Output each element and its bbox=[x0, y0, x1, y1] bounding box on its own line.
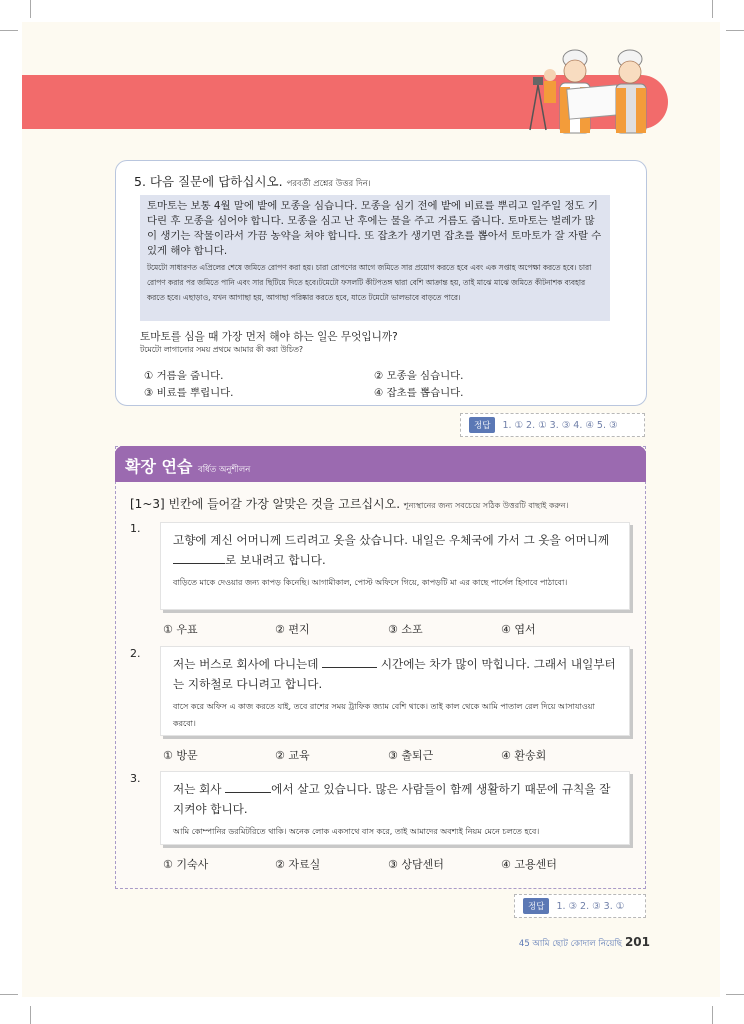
item-2-option-4[interactable]: ④ 환송회 bbox=[501, 749, 547, 762]
item-2-option-2[interactable]: ② 교육 bbox=[275, 749, 310, 762]
question-5-title-kr: 5. 다음 질문에 답하십시오. bbox=[134, 174, 283, 189]
item-1-sentence bbox=[173, 530, 617, 570]
item-3-card bbox=[160, 771, 630, 845]
item-2-number: 2. bbox=[130, 647, 141, 660]
item-1-blank bbox=[173, 551, 225, 564]
answer-key-2 bbox=[514, 894, 646, 918]
item-2-blank bbox=[322, 655, 377, 668]
answer-text: 1. ① 2. ① 3. ③ 4. ④ 5. ③ bbox=[502, 419, 618, 431]
passage-box bbox=[140, 195, 610, 321]
item-3-option-4[interactable]: ④ 고용센터 bbox=[501, 858, 557, 871]
question-5-title bbox=[134, 172, 371, 191]
page-number: 201 bbox=[624, 935, 650, 949]
item-1-number: 1. bbox=[130, 522, 141, 535]
item-1-text-a: 고향에 계신 어머니께 드리려고 옷을 샀습니다. 내일은 우체국에 가서 그 옷을 어머니께 bbox=[173, 533, 610, 547]
item-2-text-b: 시간에는 차가 많이 막힙니다. 그래서 내일부터는 지하철로 다니려고 합니다. bbox=[173, 657, 616, 691]
page-footer bbox=[519, 935, 650, 951]
item-2-text-a: 저는 버스로 회사에 다니는데 bbox=[173, 657, 319, 671]
item-1-text-b: 로 보내려고 합니다. bbox=[225, 553, 326, 567]
question-korean: 토마토를 심을 때 가장 먼저 해야 하는 일은 무엇입니까? bbox=[140, 331, 398, 343]
item-3-text-b: 에서 살고 있습니다. 많은 사람들이 함께 생활하기 때문에 규칙을 잘 지켜야 합니다. bbox=[173, 782, 611, 816]
instruction-bn: শূন্যস্থানের জন্য সবচেয়ে সঠিক উত্তরটি বাছাই করুন। bbox=[403, 501, 569, 510]
q5-option-4[interactable]: ④ 잡초를 뽑습니다. bbox=[374, 387, 464, 399]
extension-title-bn: বর্ধিত অনুশীলন bbox=[197, 465, 251, 475]
question-5-prompt bbox=[140, 331, 620, 356]
item-3-bengali: আমি কোম্পানির ডরমিটরিতে থাকি। অনেক লোক একসাথে বাস করে, তাই আমাদের অবশ্যই নিয়ম মেনে চলতে হবে। bbox=[173, 827, 540, 836]
item-2-option-1[interactable]: ① 방문 bbox=[163, 749, 198, 762]
crop-mark bbox=[30, 0, 31, 18]
extension-title bbox=[125, 454, 250, 477]
crop-mark bbox=[726, 994, 744, 995]
item-3-option-2[interactable]: ② 자료실 bbox=[275, 858, 321, 871]
chapter-label: 45 আমি ছোট কোদাল নিয়েছি bbox=[518, 939, 622, 949]
crop-mark bbox=[30, 1006, 31, 1024]
crop-mark bbox=[712, 0, 713, 18]
answer-text: 1. ③ 2. ③ 3. ① bbox=[556, 900, 625, 912]
item-1-option-4[interactable]: ④ 엽서 bbox=[501, 623, 536, 636]
q5-option-2[interactable]: ② 모종을 심습니다. bbox=[374, 370, 464, 382]
crop-mark bbox=[712, 1006, 713, 1024]
crop-mark bbox=[0, 30, 18, 31]
item-1-option-1[interactable]: ① 우표 bbox=[163, 623, 198, 636]
item-3-option-3[interactable]: ③ 상담센터 bbox=[388, 858, 444, 871]
answer-key-1 bbox=[460, 413, 645, 437]
question-bengali: টমেটো লাগানোর সময় প্রথমে আমার কী করা উচিত? bbox=[140, 345, 304, 354]
q5-option-3[interactable]: ③ 비료를 뿌립니다. bbox=[144, 387, 234, 399]
instruction bbox=[130, 495, 568, 513]
instruction-kr: [1~3] 빈칸에 들어갈 가장 알맞은 것을 고르십시오. bbox=[130, 497, 401, 511]
question-5-title-bn: পরবর্তী প্রশ্নের উত্তর দিন। bbox=[286, 179, 371, 189]
item-1-bengali: বাড়িতে মাকে দেওয়ার জন্য কাপড় কিনেছি। আগামীকাল, পোস্ট অফিসে গিয়ে, কাপড়টি মা এর কাছে পার্সেল হিসাবে পাঠাবো। bbox=[173, 578, 568, 587]
item-2-sentence bbox=[173, 654, 617, 694]
item-1-option-2[interactable]: ② 편지 bbox=[275, 623, 310, 636]
q5-option-1[interactable]: ① 거름을 줍니다. bbox=[144, 370, 224, 382]
item-3-number: 3. bbox=[130, 772, 141, 785]
item-2-bengali: বাসে করে অফিস এ কাজ করতে যাই, তবে রাশের সময় ট্রাফিক জ্যাম বেশি থাকে। তাই কাল থেকে আমি পাতাল রেল দিয়ে আসাযাওয়া করবো। bbox=[173, 702, 595, 728]
passage-bengali: টমেটো সাধারণত এপ্রিলের শেষে জমিতে রোপণ করা হয়। চারা রোপণের আগে জমিতে সার প্রয়োগ করতে হবে এবং এক সপ্তাহ অপেক্ষা করতে হবে। চারা রোপণ করার পর জমিতে পানি এবং সার ছিটিয়ে দিতে হবে।টমেটো ফসলটি কীটপতঙ্গ দ্বারা বেশি আক্রান্ত হয়, তাই মাঝে মাঝে জমিতে কীটনাশক ব্যবহার করতে হবে। এছাড়াও, যখন আগাছা হয়, আগাছা পরিষ্কার করতে হবে, যাতে টমেটো ভালভাবে বাড়তে পারে। bbox=[147, 263, 592, 302]
item-1-card bbox=[160, 522, 630, 610]
workers-illustration bbox=[520, 45, 670, 135]
item-2-option-3[interactable]: ③ 출퇴근 bbox=[388, 749, 434, 762]
item-1-option-3[interactable]: ③ 소포 bbox=[388, 623, 423, 636]
item-3-sentence bbox=[173, 779, 617, 819]
answer-tag: 정답 bbox=[523, 898, 549, 914]
crop-mark bbox=[726, 30, 744, 31]
item-3-blank bbox=[225, 780, 271, 793]
extension-practice-header bbox=[115, 446, 646, 482]
answer-tag: 정답 bbox=[469, 417, 495, 433]
item-3-option-1[interactable]: ① 기숙사 bbox=[163, 858, 209, 871]
passage-korean: 토마토는 보통 4월 말에 밭에 모종을 심습니다. 모종을 심기 전에 밭에 비료를 뿌리고 일주일 정도 기다린 후 모종을 심어야 합니다. 모종을 심고 난 후에는 물을 주고 거름도 줍니다. 토마토는 벌레가 많이 생기는 작물이라서 가끔 농약을 쳐야 합니다. 또 잡초가 생기면 잡초를 뽑아서 토마토가 잘 자랄 수 있게 해야 합니다. bbox=[147, 200, 602, 257]
extension-title-kr: 확장 연습 bbox=[125, 457, 193, 476]
question-5-box bbox=[115, 160, 647, 406]
item-2-card bbox=[160, 646, 630, 736]
item-3-text-a: 저는 회사 bbox=[173, 782, 222, 796]
crop-mark bbox=[0, 994, 18, 995]
